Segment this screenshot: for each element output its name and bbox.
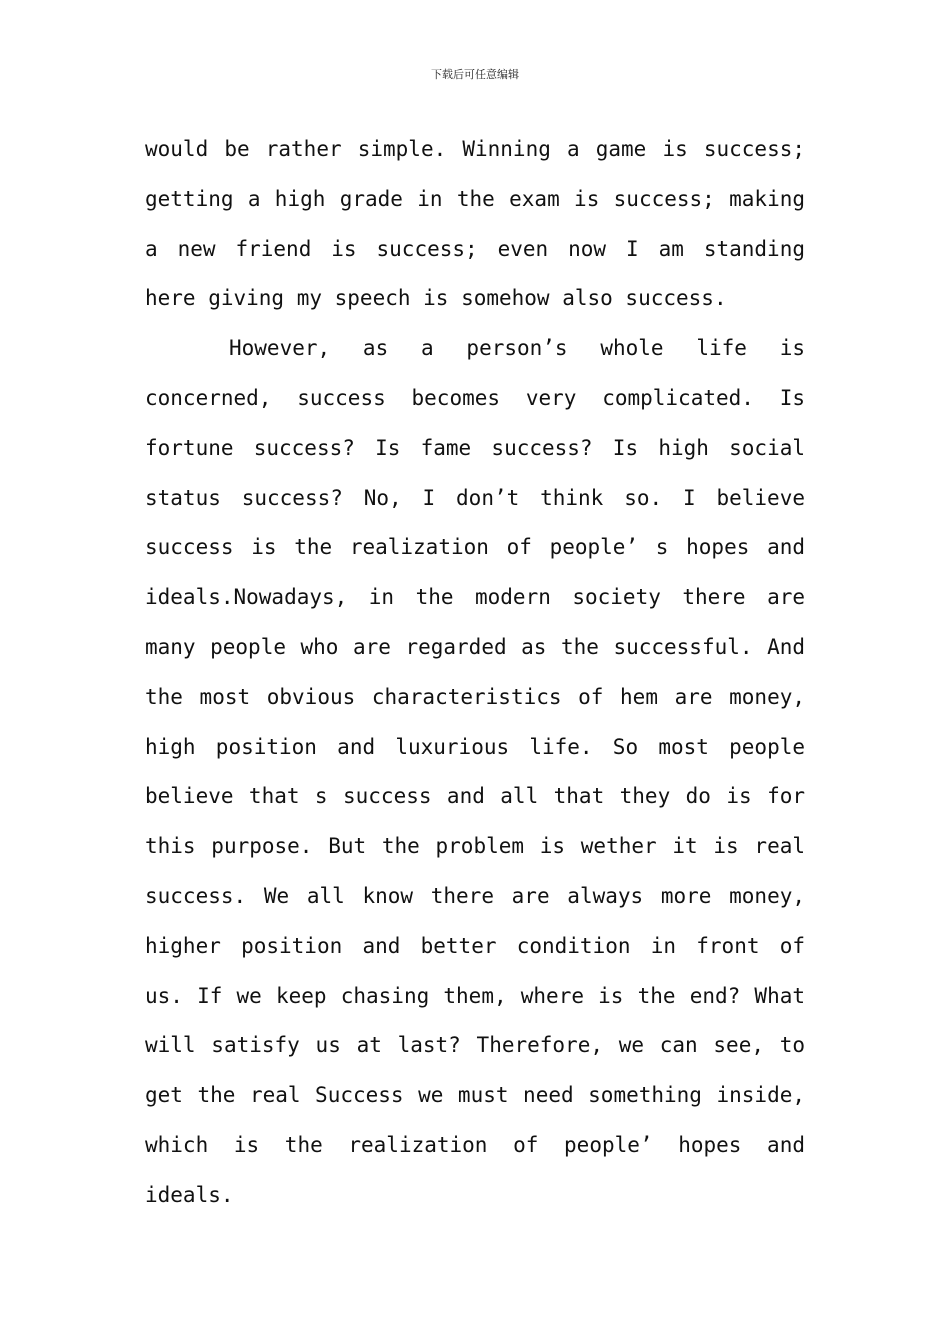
text-line: However, as a person’s whole life is (229, 336, 805, 361)
text-line: success. We all know there are always more money, (145, 883, 805, 908)
text-line: get the real Success we must need something inside, (145, 1083, 805, 1108)
text-line: a new friend is success; even now I am standing (145, 236, 805, 261)
text-line: many people who are regarded as the successful. And (145, 634, 805, 659)
text-line: success is the realization of people’ s hopes and (145, 535, 805, 560)
document-body (145, 125, 805, 1221)
text-line: which is the realization of people’ hopes and (145, 1132, 805, 1157)
text-line: the most obvious characteristics of hem are money, (145, 684, 805, 709)
text-line: would be rather simple. Winning a game is success; (145, 137, 805, 161)
text-line: ideals.Nowadays, in the modern society there are (145, 585, 805, 610)
text-line: believe that s success and all that they do is for (145, 784, 805, 809)
text-line: here giving my speech is somehow also success. (145, 286, 727, 311)
text-line: concerned, success becomes very complicated. Is (145, 385, 805, 410)
text-line: status success? No, I don’t think so. I believe (145, 485, 805, 510)
paragraph-1 (145, 125, 805, 324)
text-line: us. If we keep chasing them, where is the end? What (145, 983, 805, 1008)
page-header: 下载后可任意编辑 (431, 68, 519, 81)
paragraph-2 (145, 324, 805, 1220)
text-line: higher position and better condition in front of (145, 933, 805, 958)
text-line: fortune success? Is fame success? Is high social (145, 435, 805, 460)
text-line: this purpose. But the problem is wether it is real (145, 834, 805, 859)
text-line: will satisfy us at last? Therefore, we can see, to (145, 1033, 805, 1058)
text-line: ideals. (145, 1182, 234, 1207)
text-line: high position and luxurious life. So most people (145, 734, 805, 759)
text-line: getting a high grade in the exam is success; making (145, 186, 805, 211)
